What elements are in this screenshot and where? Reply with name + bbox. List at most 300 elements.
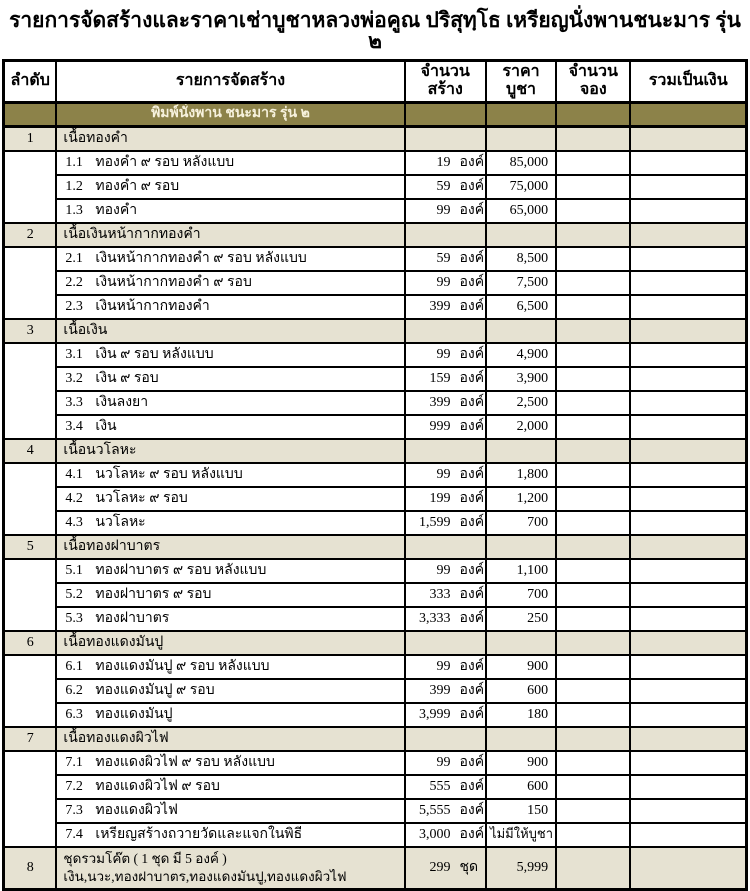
quantity-unit: องค์: [459, 706, 485, 722]
quantity-unit: องค์: [459, 778, 485, 794]
order-cell: [4, 751, 57, 847]
total-cell: [630, 295, 746, 319]
header-order: ลำดับ: [4, 61, 57, 103]
item-name: นวโลหะ ๙ รอบ หลังแบบ: [95, 466, 243, 482]
quantity-cell: [405, 583, 486, 607]
quantity-unit: องค์: [459, 586, 485, 602]
price-cell: [486, 199, 556, 223]
reserved-cell: [556, 271, 630, 295]
item-row: [4, 415, 747, 439]
item-number: 3.4: [65, 418, 83, 434]
item-name-cell: [56, 295, 404, 319]
price-value: 150: [527, 802, 549, 818]
summary-line2: เงิน,นวะ,ทองฝาบาตร,ทองแดงมันปู,ทองแดงผิวไฟ: [63, 868, 347, 884]
section-empty-cell: [405, 126, 486, 151]
order-cell: [4, 343, 57, 439]
total-cell: [630, 151, 746, 175]
price-cell: [486, 751, 556, 775]
item-name-cell: [56, 655, 404, 679]
item-name-cell: [56, 559, 404, 583]
total-cell: [630, 271, 746, 295]
item-name: ทองฝาบาตร: [95, 610, 170, 626]
quantity-value: 399: [429, 682, 451, 698]
section-empty-cell: [486, 631, 556, 655]
section-empty-cell: [556, 727, 630, 751]
reserved-cell: [556, 295, 630, 319]
band-cell: [486, 102, 556, 126]
section-empty-cell: [405, 439, 486, 463]
item-number: 3.1: [65, 346, 83, 362]
item-row: [4, 751, 747, 775]
band-cell: [556, 102, 630, 126]
quantity-unit: องค์: [459, 202, 485, 218]
section-empty-cell: [556, 319, 630, 343]
item-row: [4, 655, 747, 679]
header-total: รวมเป็นเงิน: [630, 61, 746, 103]
section-row: [4, 631, 747, 655]
quantity-cell: [405, 295, 486, 319]
item-name-cell: [56, 367, 404, 391]
section-empty-cell: [486, 319, 556, 343]
item-row: [4, 823, 747, 847]
section-name: เนื้อเงิน: [56, 319, 404, 343]
summary-row: [4, 847, 747, 890]
quantity-cell: [405, 199, 486, 223]
section-row: [4, 535, 747, 559]
item-row: [4, 487, 747, 511]
price-cell: [486, 847, 556, 890]
price-value: 180: [527, 706, 549, 722]
item-number: 3.2: [65, 370, 83, 386]
item-name-cell: [56, 799, 404, 823]
quantity-value: 99: [436, 562, 451, 578]
price-cell: [486, 487, 556, 511]
quantity-value: 59: [436, 178, 451, 194]
table-header-row: [4, 61, 747, 103]
quantity-unit: องค์: [459, 418, 485, 434]
section-row: [4, 126, 747, 151]
quantity-value: 99: [436, 346, 451, 362]
item-number: 7.2: [65, 778, 83, 794]
reserved-cell: [556, 679, 630, 703]
item-name: เงินหน้ากากทองคำ ๙ รอบ หลังแบบ: [95, 250, 307, 266]
reserved-cell: [556, 823, 630, 847]
reserved-cell: [556, 175, 630, 199]
item-name: ทองฝาบาตร ๙ รอบ หลังแบบ: [95, 562, 267, 578]
reserved-cell: [556, 655, 630, 679]
quantity-unit: องค์: [459, 802, 485, 818]
total-cell: [630, 847, 746, 890]
quantity-cell: [405, 391, 486, 415]
price-value: 600: [527, 778, 549, 794]
item-row: [4, 151, 747, 175]
section-empty-cell: [405, 535, 486, 559]
section-row: [4, 439, 747, 463]
quantity-value: 1,599: [419, 514, 451, 530]
item-name-cell: [56, 247, 404, 271]
item-name: เงินหน้ากากทองคำ: [95, 298, 210, 314]
item-number: 7.4: [65, 826, 83, 842]
quantity-cell: [405, 607, 486, 631]
quantity-value: 59: [436, 250, 451, 266]
item-name: ทองฝาบาตร ๙ รอบ: [95, 586, 212, 602]
item-name-cell: [56, 823, 404, 847]
item-row: [4, 799, 747, 823]
section-empty-cell: [556, 535, 630, 559]
total-cell: [630, 415, 746, 439]
quantity-value: 399: [429, 298, 451, 314]
item-name: ทองคำ ๙ รอบ: [95, 178, 180, 194]
item-name-cell: [56, 463, 404, 487]
quantity-unit: องค์: [459, 274, 485, 290]
reserved-cell: [556, 343, 630, 367]
order-cell: [4, 151, 57, 223]
item-number: 7.3: [65, 802, 83, 818]
reserved-cell: [556, 463, 630, 487]
quantity-cell: [405, 175, 486, 199]
quantity-cell: [405, 415, 486, 439]
item-name-cell: [56, 487, 404, 511]
item-name-cell: [56, 583, 404, 607]
header-reserved: จำนวนจอง: [556, 61, 630, 103]
price-cell: [486, 271, 556, 295]
price-value: 8,500: [516, 250, 549, 266]
header-quantity: จำนวนสร้าง: [405, 61, 486, 103]
quantity-value: 159: [429, 370, 451, 386]
total-cell: [630, 247, 746, 271]
quantity-unit: องค์: [459, 298, 485, 314]
reserved-cell: [556, 391, 630, 415]
section-number: 7: [4, 727, 57, 751]
item-number: 7.1: [65, 754, 83, 770]
price-value: 7,500: [516, 274, 549, 290]
price-cell: [486, 151, 556, 175]
price-cell: [486, 295, 556, 319]
section-name: เนื้อทองแดงผิวไฟ: [56, 727, 404, 751]
price-value: 65,000: [509, 202, 549, 218]
section-empty-cell: [486, 223, 556, 247]
section-number: 6: [4, 631, 57, 655]
price-value: 700: [527, 514, 549, 530]
section-number: 5: [4, 535, 57, 559]
price-value: 250: [527, 610, 549, 626]
header-price: ราคาบูชา: [486, 61, 556, 103]
item-number: 6.3: [65, 706, 83, 722]
section-empty-cell: [405, 727, 486, 751]
reserved-cell: [556, 751, 630, 775]
total-cell: [630, 823, 746, 847]
price-cell: [486, 415, 556, 439]
reserved-cell: [556, 775, 630, 799]
band-order-cell: [4, 102, 57, 126]
quantity-unit: องค์: [459, 826, 485, 842]
quantity-cell: [405, 847, 486, 890]
quantity-value: 3,000: [419, 826, 451, 842]
section-empty-cell: [486, 727, 556, 751]
item-number: 4.2: [65, 490, 83, 506]
order-cell: [4, 247, 57, 319]
item-name-cell: [56, 751, 404, 775]
section-empty-cell: [486, 439, 556, 463]
price-cell: [486, 463, 556, 487]
quantity-value: 99: [436, 658, 451, 674]
section-empty-cell: [405, 631, 486, 655]
item-name: นวโลหะ: [95, 514, 146, 530]
quantity-unit: องค์: [459, 658, 485, 674]
item-name-cell: [56, 679, 404, 703]
section-empty-cell: [556, 631, 630, 655]
price-cell: [486, 391, 556, 415]
price-value: 85,000: [509, 154, 549, 170]
item-number: 6.2: [65, 682, 83, 698]
quantity-cell: [405, 151, 486, 175]
quantity-cell: [405, 271, 486, 295]
price-cell: [486, 343, 556, 367]
item-name-cell: [56, 703, 404, 727]
price-cell: [486, 655, 556, 679]
item-name: ทองคำ ๙ รอบ หลังแบบ: [95, 154, 235, 170]
price-value: 1,800: [516, 466, 549, 482]
total-cell: [630, 751, 746, 775]
price-cell: [486, 679, 556, 703]
price-cell: [486, 511, 556, 535]
quantity-value: 99: [436, 466, 451, 482]
item-number: 1.1: [65, 154, 83, 170]
price-value: 1,100: [516, 562, 549, 578]
header-item: รายการจัดสร้าง: [56, 61, 404, 103]
quantity-cell: [405, 367, 486, 391]
quantity-unit: องค์: [459, 394, 485, 410]
item-name-cell: [56, 775, 404, 799]
item-name-cell: [56, 511, 404, 535]
reserved-cell: [556, 415, 630, 439]
item-row: [4, 367, 747, 391]
total-cell: [630, 799, 746, 823]
model-band-row: [4, 102, 747, 126]
price-value: 3,900: [516, 370, 549, 386]
item-name-cell: [56, 175, 404, 199]
quantity-unit: องค์: [459, 466, 485, 482]
section-name: เนื้อเงินหน้ากากทองคำ: [56, 223, 404, 247]
total-cell: [630, 391, 746, 415]
price-cell: [486, 247, 556, 271]
reserved-cell: [556, 847, 630, 890]
item-number: 5.2: [65, 586, 83, 602]
item-row: [4, 463, 747, 487]
item-row: [4, 703, 747, 727]
quantity-value: 333: [429, 586, 451, 602]
section-row: [4, 223, 747, 247]
item-name-cell: [56, 271, 404, 295]
reserved-cell: [556, 511, 630, 535]
price-value: 75,000: [509, 178, 549, 194]
item-number: 4.1: [65, 466, 83, 482]
section-name: เนื้อทองคำ: [56, 126, 404, 151]
quantity-unit: องค์: [459, 514, 485, 530]
price-value: 2,500: [516, 394, 549, 410]
price-cell: [486, 799, 556, 823]
item-number: 2.3: [65, 298, 83, 314]
total-cell: [630, 343, 746, 367]
summary-line1: ชุดรวมโค๊ต ( 1 ชุด มี 5 องค์ ): [63, 850, 227, 866]
item-row: [4, 583, 747, 607]
quantity-cell: [405, 463, 486, 487]
item-name: ทองแดงมันปู: [95, 706, 173, 722]
item-name: เงิน ๙ รอบ: [95, 370, 159, 386]
reserved-cell: [556, 367, 630, 391]
item-row: [4, 391, 747, 415]
price-value: 900: [527, 658, 549, 674]
quantity-value: 99: [436, 274, 451, 290]
item-name: เงิน: [95, 418, 117, 434]
total-cell: [630, 367, 746, 391]
item-number: 5.3: [65, 610, 83, 626]
item-row: [4, 607, 747, 631]
total-cell: [630, 175, 746, 199]
item-number: 2.1: [65, 250, 83, 266]
section-number: 1: [4, 126, 57, 151]
section-name: เนื้อทองฝาบาตร: [56, 535, 404, 559]
quantity-unit: องค์: [459, 250, 485, 266]
item-number: 1.2: [65, 178, 83, 194]
section-empty-cell: [405, 223, 486, 247]
total-cell: [630, 679, 746, 703]
item-name: ทองคำ: [95, 202, 138, 218]
section-empty-cell: [556, 223, 630, 247]
item-name: นวโลหะ ๙ รอบ: [95, 490, 188, 506]
quantity-unit: องค์: [459, 610, 485, 626]
quantity-unit: องค์: [459, 754, 485, 770]
section-empty-cell: [630, 631, 746, 655]
section-name: เนื้อนวโลหะ: [56, 439, 404, 463]
item-name-cell: [56, 391, 404, 415]
price-value: 1,200: [516, 490, 549, 506]
price-value: 900: [527, 754, 549, 770]
quantity-unit: องค์: [459, 370, 485, 386]
item-row: [4, 271, 747, 295]
quantity-cell: [405, 823, 486, 847]
section-row: [4, 727, 747, 751]
total-cell: [630, 463, 746, 487]
reserved-cell: [556, 607, 630, 631]
quantity-cell: [405, 679, 486, 703]
price-cell: [486, 559, 556, 583]
quantity-cell: [405, 751, 486, 775]
price-value: 2,000: [516, 418, 549, 434]
band-cell: [405, 102, 486, 126]
price-value: 4,900: [516, 346, 549, 362]
quantity-unit: องค์: [459, 490, 485, 506]
item-name: ทองแดงผิวไฟ ๙ รอบ: [95, 778, 220, 794]
item-name: ทองแดงมันปู ๙ รอบ: [95, 682, 215, 698]
item-number: 2.2: [65, 274, 83, 290]
quantity-unit: องค์: [459, 562, 485, 578]
section-empty-cell: [556, 126, 630, 151]
item-row: [4, 511, 747, 535]
price-note: ไม่มีให้บูชา: [490, 826, 554, 842]
band-cell: [630, 102, 746, 126]
item-row: [4, 175, 747, 199]
item-name: เหรียญสร้างถวายวัดและแจกในพิธี: [95, 826, 303, 842]
item-number: 1.3: [65, 202, 83, 218]
item-name: ทองแดงผิวไฟ ๙ รอบ หลังแบบ: [95, 754, 275, 770]
section-number: 2: [4, 223, 57, 247]
price-cell: [486, 367, 556, 391]
quantity-unit: องค์: [459, 346, 485, 362]
summary-name-cell: [56, 847, 404, 890]
price-value: 600: [527, 682, 549, 698]
quantity-unit: องค์: [459, 682, 485, 698]
total-cell: [630, 559, 746, 583]
section-empty-cell: [630, 727, 746, 751]
item-name: เงิน ๙ รอบ หลังแบบ: [95, 346, 214, 362]
total-cell: [630, 487, 746, 511]
total-cell: [630, 583, 746, 607]
total-cell: [630, 511, 746, 535]
section-row: [4, 319, 747, 343]
item-name-cell: [56, 151, 404, 175]
quantity-cell: [405, 703, 486, 727]
reserved-cell: [556, 799, 630, 823]
item-row: [4, 295, 747, 319]
quantity-value: 299: [429, 859, 451, 875]
total-cell: [630, 199, 746, 223]
total-cell: [630, 703, 746, 727]
section-empty-cell: [556, 439, 630, 463]
total-cell: [630, 607, 746, 631]
reserved-cell: [556, 199, 630, 223]
quantity-cell: [405, 247, 486, 271]
quantity-value: 399: [429, 394, 451, 410]
quantity-cell: [405, 343, 486, 367]
section-name: เนื้อทองแดงมันปู: [56, 631, 404, 655]
section-empty-cell: [405, 319, 486, 343]
quantity-cell: [405, 511, 486, 535]
total-cell: [630, 655, 746, 679]
price-cell: [486, 823, 556, 847]
item-number: 5.1: [65, 562, 83, 578]
order-cell: [4, 655, 57, 727]
item-row: [4, 199, 747, 223]
price-table: [2, 59, 748, 891]
item-name: เงินหน้ากากทองคำ ๙ รอบ: [95, 274, 252, 290]
item-number: 4.3: [65, 514, 83, 530]
item-name-cell: [56, 199, 404, 223]
section-empty-cell: [630, 223, 746, 247]
quantity-unit: องค์: [459, 154, 485, 170]
item-row: [4, 343, 747, 367]
section-empty-cell: [630, 126, 746, 151]
quantity-cell: [405, 775, 486, 799]
item-name-cell: [56, 607, 404, 631]
quantity-value: 19: [436, 154, 451, 170]
model-band-label: พิมพ์นั่งพาน ชนะมาร รุ่น ๒: [56, 102, 404, 126]
section-empty-cell: [630, 535, 746, 559]
section-empty-cell: [630, 319, 746, 343]
item-name-cell: [56, 343, 404, 367]
quantity-cell: [405, 799, 486, 823]
section-number: 3: [4, 319, 57, 343]
price-cell: [486, 775, 556, 799]
item-name: ทองแดงมันปู ๙ รอบ หลังแบบ: [95, 658, 270, 674]
quantity-cell: [405, 487, 486, 511]
reserved-cell: [556, 247, 630, 271]
item-name: เงินลงยา: [95, 394, 149, 410]
price-value: 5,999: [516, 859, 549, 875]
section-number: 4: [4, 439, 57, 463]
quantity-value: 3,333: [419, 610, 451, 626]
order-cell: [4, 559, 57, 631]
